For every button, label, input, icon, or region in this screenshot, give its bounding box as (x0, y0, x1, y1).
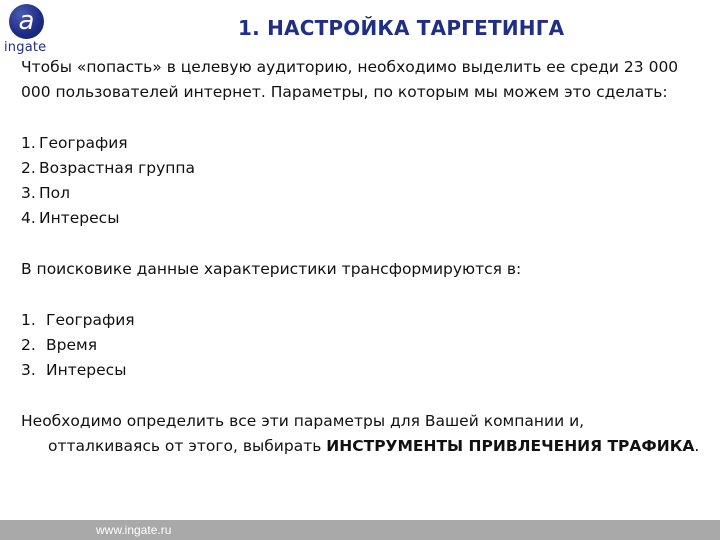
list-item: 1. География (21, 134, 128, 152)
slide-content (21, 55, 701, 459)
footer-bar (0, 520, 720, 540)
search-intro-paragraph: В поисковике данные характеристики трансформируются в: (21, 260, 522, 278)
logo-symbol: a (18, 6, 35, 36)
list-item: 2. Время (21, 336, 98, 354)
list-item: 2. Возрастная группа (21, 159, 196, 177)
logo-at-icon (9, 4, 44, 39)
conclusion-paragraph: Необходимо определить все эти параметры для Вашей компании и, отталкиваясь от этого, выбирать ИНСТРУМЕНТЫ ПРИВЛЕЧЕНИЯ ТРАФИКА. (21, 412, 700, 455)
search-parameters-list (21, 308, 701, 383)
list-item: 1. География (21, 311, 135, 329)
footer-url[interactable]: www.ingate.ru (96, 523, 172, 537)
ingate-logo (3, 4, 49, 56)
logo-brand-text: ingate (4, 40, 47, 55)
highlight-traffic-tools: ИНСТРУМЕНТЫ ПРИВЛЕЧЕНИЯ ТРАФИКА (326, 437, 695, 455)
page-title: 1. НАСТРОЙКА ТАРГЕТИНГА (238, 16, 565, 40)
targeting-parameters-list (21, 131, 701, 231)
list-item: 4. Интересы (21, 209, 120, 227)
intro-paragraph: Чтобы «попасть» в целевую аудиторию, необходимо выделить ее среди 23 000 000 пользователей интернет. Параметры, по которым мы можем это сделать: (21, 58, 679, 101)
list-item: 3. Пол (21, 184, 71, 202)
list-item: 3. Интересы (21, 361, 127, 379)
